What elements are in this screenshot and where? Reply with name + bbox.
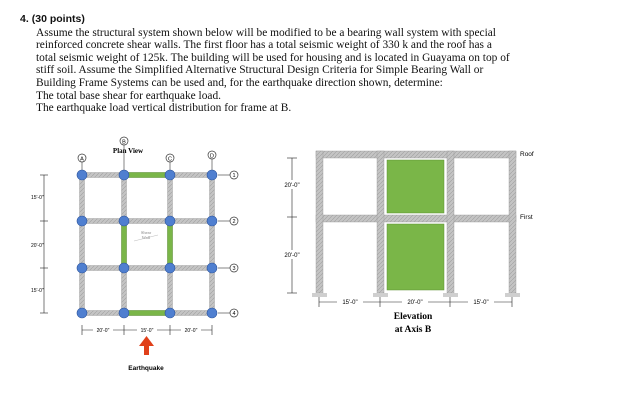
task-base-shear: The total base shear for earthquake load. <box>36 89 222 102</box>
column <box>165 263 175 273</box>
elevation-height-dimensions <box>279 158 304 293</box>
column <box>165 308 175 318</box>
plan-dim-left: 15'-0" <box>31 195 44 201</box>
plan-view <box>31 137 238 372</box>
grid-bubble-2 <box>218 217 238 225</box>
plan-dim-bottom: 15'-0" <box>140 328 154 334</box>
problem-points: (30 points) <box>31 13 85 25</box>
plan-title: Plan View <box>112 147 144 155</box>
column <box>119 263 129 273</box>
elevation-column <box>447 151 454 293</box>
problem-number: 4. <box>20 13 29 25</box>
roof-beam <box>316 151 516 158</box>
level-roof-label: Roof <box>520 151 534 158</box>
elevation-bay-dimensions <box>319 297 512 307</box>
elevation-title: Elevation <box>393 312 433 322</box>
elevation-view <box>279 151 534 335</box>
shear-wall-elevation <box>387 160 444 213</box>
elevation-subtitle: at Axis B <box>394 325 432 335</box>
elevation-column <box>316 151 323 293</box>
intro-line: Building Frame Systems can be used and, for the earthquake direction shown, determine: <box>36 76 443 89</box>
intro-line: stiff soil. Assume the Simplified Alternative Structural Design Criteria for Simple Bearing Wall or <box>36 64 484 77</box>
intro-line: total seismic weight of 125k. The building will be used for housing and is located in Guayama on top of <box>36 51 510 64</box>
earthquake-label: Earthquake <box>128 365 164 372</box>
column <box>119 216 129 226</box>
intro-line: reinforced concrete shear walls. The first floor has a total seismic weight of 330 k and the roof has a <box>36 39 492 52</box>
column <box>77 170 87 180</box>
plan-columns <box>77 170 217 318</box>
column <box>207 216 217 226</box>
level-first-label: First <box>520 214 533 221</box>
plan-dim-bottom: 20'-0" <box>184 328 198 334</box>
grid-label-B: B <box>122 139 126 146</box>
plan-left-dimensions <box>31 175 48 313</box>
first-floor-beam <box>316 215 516 222</box>
bay-width: 15'-0" <box>342 300 358 306</box>
column <box>165 170 175 180</box>
grid-label-4: 4 <box>232 311 236 317</box>
shear-wall-plan <box>122 221 127 268</box>
shear-wall-plan <box>124 173 170 178</box>
column <box>119 170 129 180</box>
shear-wall-elevation <box>387 224 444 290</box>
story-height: 20'-0" <box>284 183 300 189</box>
grid-label-1: 1 <box>232 173 236 179</box>
elevation-column <box>509 151 516 293</box>
grid-bubble-C <box>166 154 174 172</box>
column <box>77 216 87 226</box>
column <box>77 308 87 318</box>
beam-row-2 <box>82 219 212 224</box>
earthquake-arrow <box>139 336 154 355</box>
grid-label-3: 3 <box>232 266 236 272</box>
grid-label-C: C <box>168 156 172 163</box>
intro-line: Assume the structural system shown below will be modified to be a bearing wall system with special <box>36 26 496 39</box>
elevation-column <box>377 151 384 293</box>
plan-dim-left: 20'-0" <box>31 243 44 249</box>
grid-label-D: D <box>210 153 214 160</box>
bay-width: 20'-0" <box>407 300 423 306</box>
plan-dim-bottom: 20'-0" <box>96 328 110 334</box>
column <box>207 263 217 273</box>
beam-col-D <box>210 175 215 313</box>
bay-width: 15'-0" <box>473 300 489 306</box>
beam-row-3 <box>82 266 212 271</box>
grid-label-2: 2 <box>232 219 236 225</box>
shear-wall-plan <box>124 311 170 316</box>
shear-wall-label: Shear <box>140 230 152 235</box>
grid-bubble-D <box>208 151 216 172</box>
column <box>119 308 129 318</box>
column <box>207 308 217 318</box>
story-height: 20'-0" <box>284 253 300 259</box>
shear-wall-plan <box>168 221 173 268</box>
shear-wall-label: Wall <box>141 235 151 240</box>
grid-label-A: A <box>80 156 84 163</box>
column <box>165 216 175 226</box>
column <box>207 170 217 180</box>
plan-bottom-dimensions <box>82 325 212 335</box>
column <box>77 263 87 273</box>
beam-col-A <box>80 175 85 313</box>
grid-bubble-4 <box>218 309 238 317</box>
plan-dim-left: 15'-0" <box>31 288 44 294</box>
grid-bubble-A <box>78 154 86 172</box>
task-vertical-distribution: The earthquake load vertical distribution for frame at B. <box>36 102 292 115</box>
grid-bubble-3 <box>218 264 238 272</box>
grid-bubble-1 <box>218 171 238 179</box>
